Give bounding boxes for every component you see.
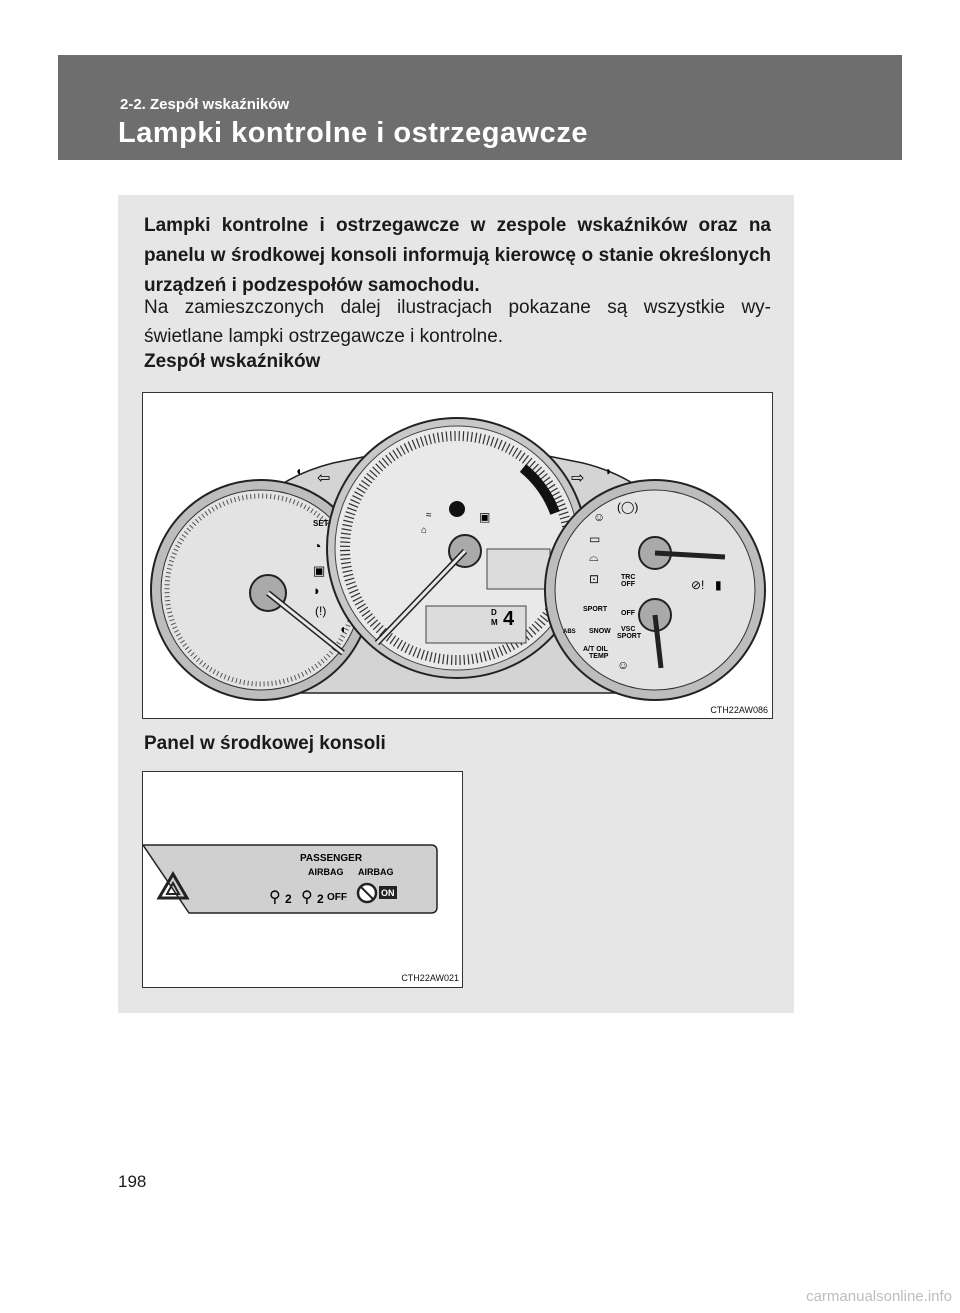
section-label: 2-2. Zespół wskaźników xyxy=(120,96,290,113)
trc-label: TRC xyxy=(621,574,636,581)
passenger-label: PASSENGER xyxy=(300,853,363,864)
gear-digit: 4 xyxy=(503,608,515,630)
check-engine-icon: ⊡ xyxy=(589,572,600,586)
airbag-icon: ☺ xyxy=(617,658,630,672)
oil-pressure-icon: ⌓ xyxy=(589,550,599,564)
sport-label: SPORT xyxy=(583,606,608,613)
system-icon: ▣ xyxy=(479,510,491,524)
abs-label: ABS xyxy=(563,629,576,635)
content-box xyxy=(118,195,794,1013)
console-figure xyxy=(142,771,463,988)
at-oil-temp-label: TEMP xyxy=(589,653,609,660)
washer-icon: ≈ xyxy=(426,510,432,521)
seatbelt-passenger-icon: ⚲ xyxy=(269,889,281,906)
figure-code: CTH22AW086 xyxy=(710,705,768,715)
rear-fog-icon: ◖ xyxy=(339,622,347,636)
at-oil-label: A/T OIL xyxy=(583,646,608,653)
parking-brake-icon: (◯) xyxy=(617,500,639,514)
front-fog-icon: ◖ xyxy=(295,464,303,478)
vsc-label: VSC xyxy=(621,626,636,633)
gear-d-label: D xyxy=(491,608,497,617)
gear-m-label: M xyxy=(491,618,498,627)
front-fog-right-icon: ◗ xyxy=(605,464,613,478)
watermark: carmanualsonline.info xyxy=(806,1288,952,1305)
airbag-off-icon: ⚲ xyxy=(301,889,313,906)
warning-dot-icon xyxy=(449,501,465,517)
airbag-right-label: AIRBAG xyxy=(358,867,394,877)
turn-right-icon: ⇨ xyxy=(571,470,585,487)
instrument-cluster-illustration xyxy=(143,393,772,718)
seatbelt-icon: ☺ xyxy=(593,510,606,524)
trc-off-label: OFF xyxy=(621,581,635,588)
brake-icon: (!) xyxy=(315,604,327,618)
cluster-figure xyxy=(142,392,773,719)
seatbelt-digit: 2 xyxy=(285,892,292,906)
door-icon: ▣ xyxy=(313,563,326,578)
right-gauge-cluster xyxy=(545,480,765,700)
airbag-off-label: OFF xyxy=(327,892,347,903)
console-panel-illustration xyxy=(143,772,462,987)
battery-icon: ▭ xyxy=(589,532,601,546)
vsc-off-label: OFF xyxy=(621,610,635,617)
headlight-icon: ◗ xyxy=(313,583,321,598)
set-indicator-label: SET xyxy=(313,519,329,528)
airbag-digit: 2 xyxy=(317,892,324,906)
door-lock-icon: ⌂ xyxy=(421,525,428,536)
vsc-sport-label: SPORT xyxy=(617,633,642,640)
page-header xyxy=(58,55,902,160)
airbag-on-label: ON xyxy=(381,888,395,898)
cruise-icon: ◔ xyxy=(313,538,322,554)
subheading-console: Panel w środkowej konsoli xyxy=(144,733,386,754)
figure-code: CTH22AW021 xyxy=(401,973,459,983)
master-warning-icon: ⊘! xyxy=(691,578,705,592)
snow-label: SNOW xyxy=(589,628,611,635)
page-number: 198 xyxy=(118,1172,147,1191)
subheading-cluster: Zespół wskaźników xyxy=(144,351,321,372)
airbag-left-label: AIRBAG xyxy=(308,867,344,877)
turn-left-icon: ⇦ xyxy=(317,470,331,487)
page-title: Lampki kontrolne i ostrzegawcze xyxy=(118,117,588,149)
speedometer-gauge xyxy=(327,418,587,678)
intro-paragraph: Lampki kontrolne i ostrzegawcze w zespole wskaźników oraz na panelu w środkowej konsoli informują kierowcę o stanie określonych urządzeń i podzespołów samochodu. xyxy=(144,215,771,296)
body-paragraph: Na zamieszczonych dalej ilustracjach pokazane są wszystkie wy-świetlane lampki ostrzegawcze i kontrolne. xyxy=(144,297,771,347)
fuel-icon: ▮ xyxy=(715,578,722,592)
